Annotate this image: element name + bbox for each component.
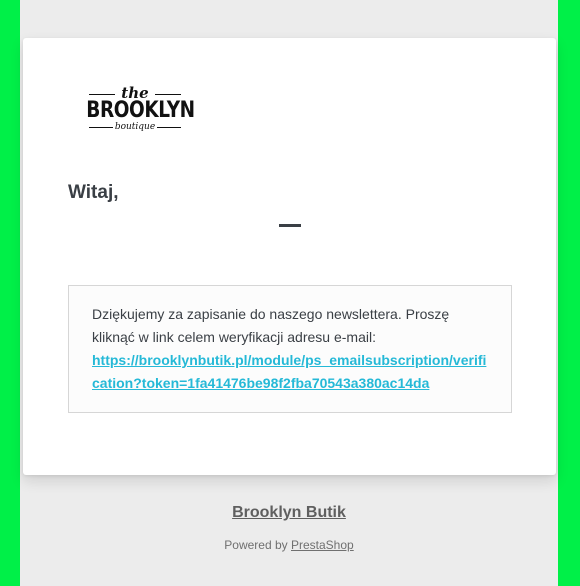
verification-message: Dziękujemy za zapisanie do naszego newslettera. Proszę kliknąć w link celem weryfikacji adresu e-mail:: [92, 306, 450, 345]
powered-by-line: [20, 538, 558, 552]
powered-by-label: Powered by: [224, 538, 288, 552]
divider-line: [279, 224, 301, 227]
shop-name-link[interactable]: Brooklyn Butik: [232, 504, 346, 521]
email-page-background: [20, 0, 558, 586]
logo-the-text: the: [87, 86, 183, 100]
email-card: [23, 38, 556, 475]
brooklyn-boutique-logo: [86, 84, 195, 134]
prestashop-link[interactable]: PrestaShop: [291, 538, 354, 552]
verification-notice-box: [68, 285, 512, 413]
logo-brand-text: BROOKLYN: [86, 98, 195, 123]
verification-link[interactable]: https://brooklynbutik.pl/module/ps_emailsubscription/verification?token=1fa41476be98f2fba70543a380ac14da: [92, 352, 487, 391]
greeting-heading: Witaj,: [68, 182, 119, 203]
logo-sub-text: boutique: [87, 122, 183, 132]
